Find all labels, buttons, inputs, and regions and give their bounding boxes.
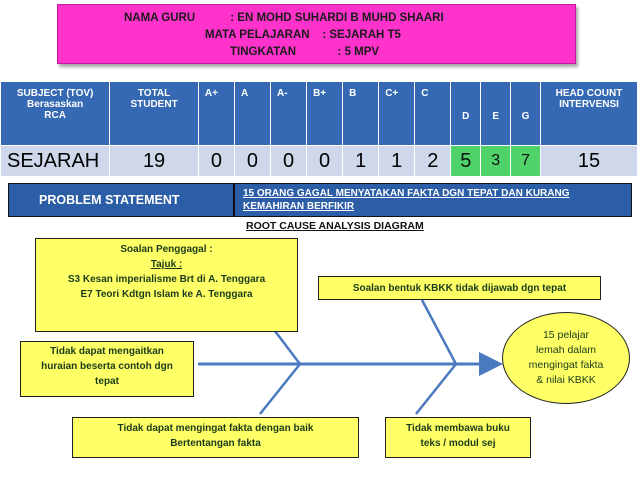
total-value: 19 [110, 146, 199, 177]
rca-diagram-title: ROOT CAUSE ANALYSIS DIAGRAM [246, 220, 424, 232]
cause-box-kbkk: Soalan bentuk KBKK tidak dijawab dgn tepat [318, 276, 601, 300]
cause-box-fakta [72, 417, 359, 458]
bone-line [416, 364, 456, 414]
teacher-line: NAMA GURU : EN MOHD SUHARDI B MUHD SHAARI [124, 12, 444, 24]
total-header-line: TOTAL [137, 88, 171, 99]
total-header-line: STUDENT [130, 99, 178, 110]
cause-text: E7 Teori Kdtgn Islam ke A. Tenggara [80, 289, 253, 300]
grade-d-value: 5 [451, 146, 481, 177]
problem-statement-label: PROBLEM STATEMENT [8, 183, 234, 217]
head-text: mengingat fakta [528, 359, 604, 371]
subject-value: SEJARAH [1, 146, 110, 177]
cause-box-kaitkan [20, 341, 194, 397]
grade-g-value: 7 [511, 146, 541, 177]
grade-value: 1 [379, 146, 415, 177]
head-count-value: 15 [541, 146, 638, 177]
cause-box-buku [385, 417, 531, 458]
bone-line [422, 300, 456, 364]
head-text: lemah dalam [535, 344, 597, 356]
grade-header: C [415, 82, 451, 146]
grade-value: 0 [271, 146, 307, 177]
cause-text: Soalan Penggagal : [120, 244, 213, 255]
grade-header: B+ [307, 82, 343, 146]
cause-text: teks / modul sej [420, 438, 496, 449]
grade-value: 0 [234, 146, 270, 177]
grade-header: A [234, 82, 270, 146]
grade-value: 1 [343, 146, 379, 177]
cause-text: Tajuk : [150, 259, 183, 270]
subject-header-line: Berasaskan [27, 99, 84, 110]
subject-header-line: RCA [44, 110, 66, 121]
grade-header-d: D [451, 82, 481, 146]
form-line: TINGKATAN : 5 MPV [230, 46, 380, 58]
grade-header: B [343, 82, 379, 146]
head-count-header-line: INTERVENSI [559, 99, 619, 110]
problem-statement-text: 15 ORANG GAGAL MENYATAKAN FAKTA DGN TEPAT DAN KURANG KEMAHIRAN BERFIKIR [234, 183, 632, 217]
grade-header: A+ [198, 82, 234, 146]
bone-line [260, 364, 300, 414]
grade-header-e: E [481, 82, 511, 146]
grade-header: C+ [379, 82, 415, 146]
grade-header-g: G [511, 82, 541, 146]
subject-header-line: SUBJECT (TOV) [16, 88, 94, 99]
cause-text: Bertentangan fakta [170, 438, 261, 449]
grade-header: A- [271, 82, 307, 146]
cause-text: tepat [95, 376, 119, 387]
problem-head-ellipse [502, 312, 630, 404]
cause-box-soalan [35, 238, 298, 332]
cause-text: huraian beserta contoh dgn [41, 361, 173, 372]
cause-text: S3 Kesan imperialisme Brt di A. Tenggara [67, 274, 266, 285]
grade-value: 2 [415, 146, 451, 177]
grade-value: 0 [198, 146, 234, 177]
head-text: 15 pelajar [542, 329, 590, 341]
grade-value: 0 [307, 146, 343, 177]
subject-line: MATA PELAJARAN : SEJARAH T5 [205, 29, 401, 41]
head-count-header-line: HEAD COUNT [555, 88, 623, 99]
cause-text: Tidak membawa buku [406, 423, 510, 434]
grade-e-value: 3 [481, 146, 511, 177]
head-text: & nilai KBKK [536, 374, 596, 386]
cause-text: Tidak dapat mengingat fakta dengan baik [117, 423, 314, 434]
cause-text: Tidak dapat mengaitkan [50, 346, 164, 357]
